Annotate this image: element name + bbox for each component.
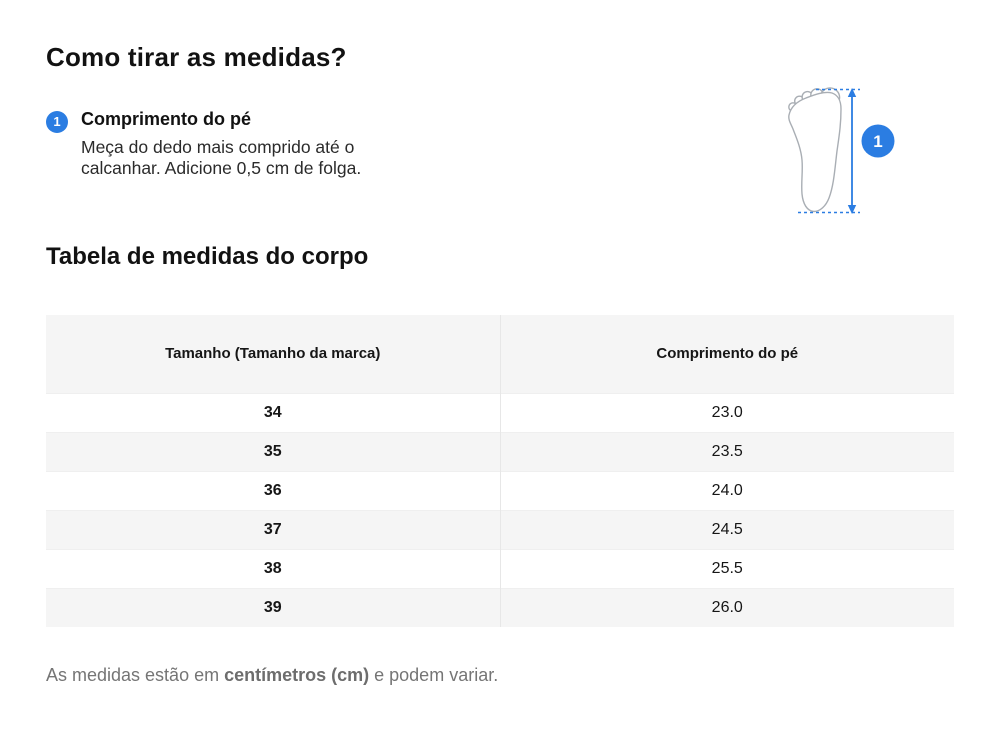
- foot-length-value: 24.0: [500, 471, 954, 510]
- units-footnote: [46, 665, 954, 686]
- footnote-prefix: As medidas estão em: [46, 665, 225, 685]
- page-title: Como tirar as medidas?: [46, 42, 347, 72]
- size-value: 37: [46, 510, 500, 549]
- instruction-label: Comprimento do pé: [81, 109, 251, 129]
- size-value: 36: [46, 471, 500, 510]
- column-header-size: Tamanho (Tamanho da marca): [46, 315, 500, 393]
- table-section-title: Tabela de medidas do corpo: [46, 243, 369, 270]
- step-1-badge: 1: [46, 111, 68, 133]
- table-row: [46, 549, 954, 588]
- table-row: [46, 471, 954, 510]
- measurement-arrow-icon: [848, 88, 856, 214]
- instruction-body: [81, 109, 417, 179]
- foot-length-value: 25.5: [500, 549, 954, 588]
- table-row: [46, 432, 954, 471]
- column-header-foot-length: Comprimento do pé: [500, 315, 954, 393]
- footnote-units: centímetros (cm): [224, 665, 370, 685]
- svg-text:1: 1: [873, 132, 883, 151]
- size-value: 39: [46, 588, 500, 627]
- diagram-step-1-badge: [862, 125, 895, 158]
- foot-length-value: 24.5: [500, 510, 954, 549]
- table-row: [46, 510, 954, 549]
- size-table: [46, 315, 954, 627]
- foot-measurement-icon: [784, 84, 896, 220]
- foot-length-value: 23.0: [500, 393, 954, 432]
- table-row: [46, 393, 954, 432]
- table-row: [46, 588, 954, 627]
- foot-length-value: 23.5: [500, 432, 954, 471]
- footnote-suffix: e podem variar.: [369, 665, 499, 685]
- size-value: 34: [46, 393, 500, 432]
- instruction-description: Meça do dedo mais comprido até o calcanhar. Adicione 0,5 cm de folga.: [81, 137, 362, 178]
- foot-sole-icon: [789, 92, 841, 211]
- size-value: 35: [46, 432, 500, 471]
- foot-length-value: 26.0: [500, 588, 954, 627]
- size-value: 38: [46, 549, 500, 588]
- table-header-row: [46, 315, 954, 393]
